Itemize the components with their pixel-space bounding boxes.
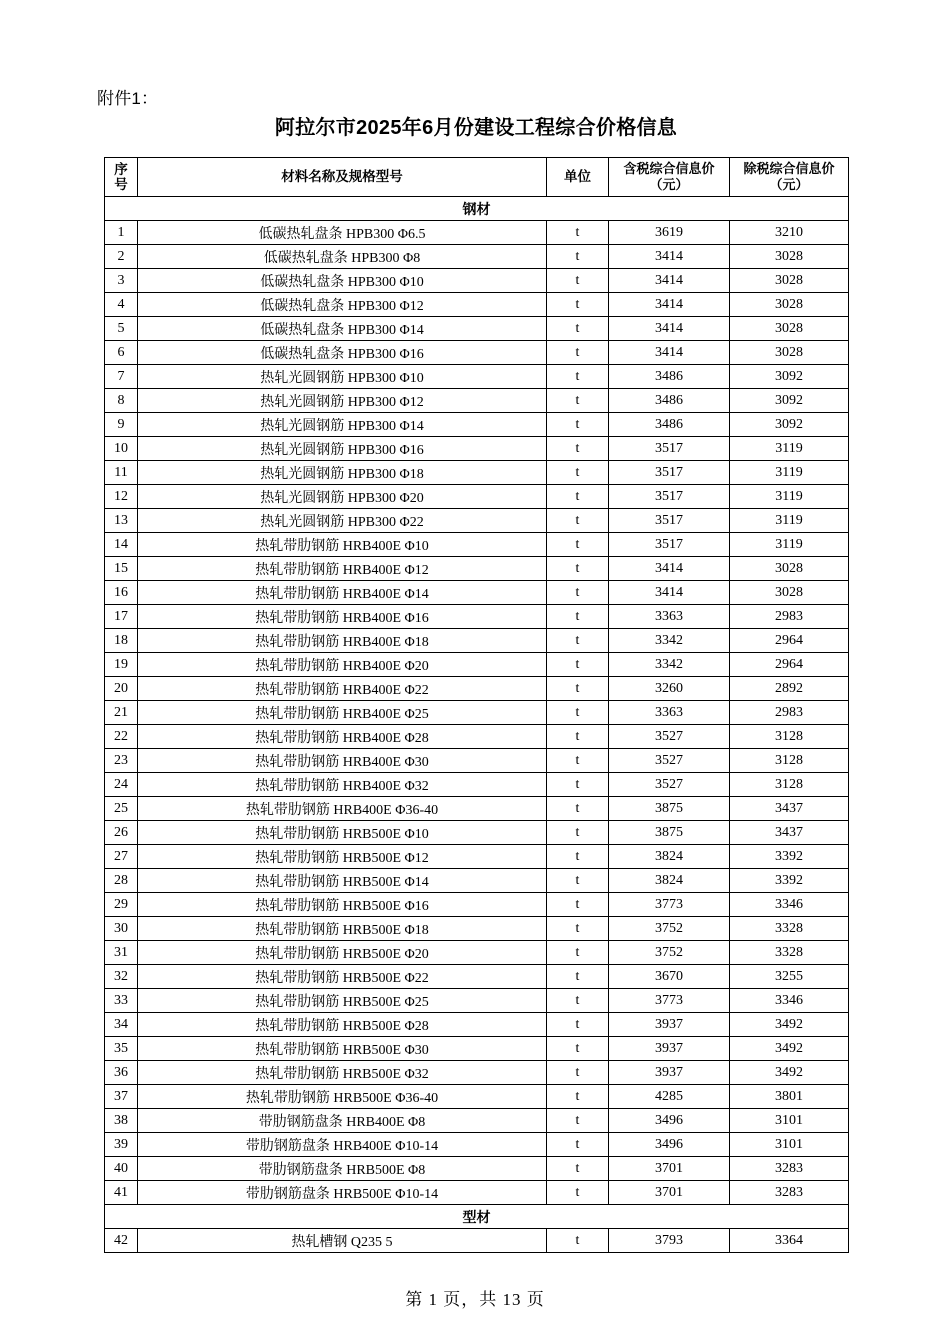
table-row [105, 581, 849, 605]
column-header-index-line2: 号 [114, 177, 128, 192]
table-row [105, 533, 849, 557]
cell-material-name: 热轧带肋钢筋 HRB500E Φ36-40 [138, 1085, 547, 1109]
cell-index: 14 [105, 533, 138, 557]
cell-unit: t [547, 1013, 609, 1037]
cell-price-incl-tax: 3414 [609, 245, 730, 269]
cell-material-name: 热轧带肋钢筋 HRB500E Φ16 [138, 893, 547, 917]
table-row [105, 989, 849, 1013]
table-row [105, 1229, 849, 1253]
cell-price-incl-tax: 3517 [609, 509, 730, 533]
table-row [105, 605, 849, 629]
cell-material-name: 热轧带肋钢筋 HRB500E Φ30 [138, 1037, 547, 1061]
cell-unit: t [547, 437, 609, 461]
cell-price-excl-tax: 3092 [730, 389, 849, 413]
cell-price-incl-tax: 3363 [609, 605, 730, 629]
cell-price-excl-tax: 3028 [730, 581, 849, 605]
cell-material-name: 热轧带肋钢筋 HRB400E Φ14 [138, 581, 547, 605]
table-row [105, 509, 849, 533]
cell-material-name: 热轧光圆钢筋 HPB300 Φ22 [138, 509, 547, 533]
cell-material-name: 热轧带肋钢筋 HRB400E Φ32 [138, 773, 547, 797]
cell-price-incl-tax: 3752 [609, 941, 730, 965]
cell-unit: t [547, 293, 609, 317]
cell-material-name: 热轧光圆钢筋 HPB300 Φ20 [138, 485, 547, 509]
cell-index: 35 [105, 1037, 138, 1061]
cell-price-incl-tax: 3701 [609, 1181, 730, 1205]
table-row [105, 341, 849, 365]
cell-price-excl-tax: 3492 [730, 1037, 849, 1061]
cell-price-excl-tax: 3283 [730, 1181, 849, 1205]
cell-price-incl-tax: 3486 [609, 389, 730, 413]
cell-unit: t [547, 653, 609, 677]
cell-unit: t [547, 821, 609, 845]
cell-index: 8 [105, 389, 138, 413]
table-row [105, 1061, 849, 1085]
table-row [105, 221, 849, 245]
cell-index: 42 [105, 1229, 138, 1253]
cell-unit: t [547, 269, 609, 293]
cell-price-incl-tax: 3414 [609, 269, 730, 293]
cell-unit: t [547, 893, 609, 917]
cell-unit: t [547, 701, 609, 725]
cell-index: 41 [105, 1181, 138, 1205]
cell-price-excl-tax: 3119 [730, 509, 849, 533]
cell-price-incl-tax: 3486 [609, 413, 730, 437]
cell-price-excl-tax: 3801 [730, 1085, 849, 1109]
cell-price-excl-tax: 3392 [730, 869, 849, 893]
table-row [105, 1013, 849, 1037]
cell-index: 21 [105, 701, 138, 725]
cell-price-incl-tax: 3875 [609, 797, 730, 821]
cell-price-incl-tax: 3937 [609, 1037, 730, 1061]
cell-index: 20 [105, 677, 138, 701]
cell-unit: t [547, 509, 609, 533]
cell-index: 3 [105, 269, 138, 293]
cell-price-excl-tax: 3437 [730, 821, 849, 845]
cell-price-excl-tax: 3119 [730, 437, 849, 461]
cell-unit: t [547, 1229, 609, 1253]
table-section-label: 型材 [105, 1205, 849, 1229]
column-header-index-line1: 序 [114, 162, 128, 177]
cell-unit: t [547, 629, 609, 653]
cell-material-name: 热轧带肋钢筋 HRB400E Φ18 [138, 629, 547, 653]
cell-material-name: 热轧光圆钢筋 HPB300 Φ12 [138, 389, 547, 413]
cell-price-incl-tax: 3793 [609, 1229, 730, 1253]
cell-index: 9 [105, 413, 138, 437]
cell-price-incl-tax: 3260 [609, 677, 730, 701]
cell-price-excl-tax: 3492 [730, 1061, 849, 1085]
cell-index: 16 [105, 581, 138, 605]
page-title: 阿拉尔市2025年6月份建设工程综合价格信息 [274, 117, 678, 139]
cell-price-excl-tax: 3119 [730, 461, 849, 485]
cell-material-name: 热轧带肋钢筋 HRB400E Φ20 [138, 653, 547, 677]
cell-unit: t [547, 557, 609, 581]
cell-price-incl-tax: 3486 [609, 365, 730, 389]
table-row [105, 893, 849, 917]
cell-price-incl-tax: 3496 [609, 1109, 730, 1133]
cell-unit: t [547, 317, 609, 341]
cell-index: 30 [105, 917, 138, 941]
cell-index: 23 [105, 749, 138, 773]
cell-unit: t [547, 533, 609, 557]
table-section-row [105, 197, 849, 221]
cell-index: 6 [105, 341, 138, 365]
cell-price-excl-tax: 2983 [730, 701, 849, 725]
cell-price-excl-tax: 3028 [730, 341, 849, 365]
cell-material-name: 热轧带肋钢筋 HRB500E Φ25 [138, 989, 547, 1013]
cell-index: 26 [105, 821, 138, 845]
cell-price-excl-tax: 3028 [730, 557, 849, 581]
cell-index: 37 [105, 1085, 138, 1109]
cell-material-name: 低碳热轧盘条 HPB300 Φ6.5 [138, 221, 547, 245]
cell-index: 11 [105, 461, 138, 485]
cell-index: 38 [105, 1109, 138, 1133]
cell-unit: t [547, 1133, 609, 1157]
cell-unit: t [547, 365, 609, 389]
price-information-table [104, 157, 849, 1253]
cell-price-excl-tax: 3128 [730, 773, 849, 797]
cell-price-excl-tax: 3101 [730, 1109, 849, 1133]
cell-price-incl-tax: 3937 [609, 1061, 730, 1085]
cell-unit: t [547, 1181, 609, 1205]
cell-index: 19 [105, 653, 138, 677]
cell-price-incl-tax: 3342 [609, 629, 730, 653]
cell-price-excl-tax: 3028 [730, 293, 849, 317]
cell-index: 29 [105, 893, 138, 917]
cell-unit: t [547, 245, 609, 269]
cell-price-excl-tax: 2983 [730, 605, 849, 629]
table-row [105, 485, 849, 509]
cell-material-name: 低碳热轧盘条 HPB300 Φ8 [138, 245, 547, 269]
table-header-row [105, 158, 849, 197]
cell-price-incl-tax: 3496 [609, 1133, 730, 1157]
table-row [105, 1157, 849, 1181]
cell-price-incl-tax: 3527 [609, 749, 730, 773]
column-header-unit: 单位 [547, 158, 609, 197]
cell-index: 25 [105, 797, 138, 821]
cell-price-incl-tax: 3752 [609, 917, 730, 941]
cell-material-name: 带肋钢筋盘条 HRB400E Φ8 [138, 1109, 547, 1133]
table-row [105, 749, 849, 773]
cell-unit: t [547, 1085, 609, 1109]
cell-unit: t [547, 773, 609, 797]
cell-price-incl-tax: 3875 [609, 821, 730, 845]
cell-price-incl-tax: 3527 [609, 773, 730, 797]
table-row [105, 461, 849, 485]
cell-unit: t [547, 581, 609, 605]
cell-price-incl-tax: 3517 [609, 485, 730, 509]
cell-index: 13 [105, 509, 138, 533]
cell-material-name: 低碳热轧盘条 HPB300 Φ16 [138, 341, 547, 365]
cell-price-excl-tax: 2892 [730, 677, 849, 701]
cell-index: 31 [105, 941, 138, 965]
table-row [105, 1133, 849, 1157]
table-section-label: 钢材 [105, 197, 849, 221]
cell-index: 36 [105, 1061, 138, 1085]
cell-price-excl-tax: 3346 [730, 893, 849, 917]
column-header-price-incl-tax-line2: （元） [649, 177, 689, 192]
table-header [105, 158, 849, 197]
table-row [105, 1085, 849, 1109]
cell-material-name: 热轧带肋钢筋 HRB500E Φ20 [138, 941, 547, 965]
cell-material-name: 低碳热轧盘条 HPB300 Φ14 [138, 317, 547, 341]
table-row [105, 917, 849, 941]
column-header-price-incl-tax-line1: 含税综合信息价 [623, 161, 715, 176]
column-header-price-incl-tax [609, 158, 730, 197]
cell-index: 2 [105, 245, 138, 269]
cell-unit: t [547, 917, 609, 941]
cell-price-excl-tax: 3092 [730, 413, 849, 437]
cell-price-excl-tax: 3028 [730, 317, 849, 341]
cell-price-incl-tax: 3517 [609, 461, 730, 485]
cell-index: 4 [105, 293, 138, 317]
cell-material-name: 低碳热轧盘条 HPB300 Φ12 [138, 293, 547, 317]
cell-index: 34 [105, 1013, 138, 1037]
column-header-name: 材料名称及规格型号 [138, 158, 547, 197]
cell-price-incl-tax: 3773 [609, 893, 730, 917]
cell-index: 18 [105, 629, 138, 653]
cell-unit: t [547, 869, 609, 893]
cell-material-name: 热轧带肋钢筋 HRB400E Φ30 [138, 749, 547, 773]
cell-index: 28 [105, 869, 138, 893]
cell-material-name: 热轧槽钢 Q235 5 [138, 1229, 547, 1253]
cell-price-incl-tax: 3414 [609, 581, 730, 605]
cell-material-name: 热轧光圆钢筋 HPB300 Φ14 [138, 413, 547, 437]
cell-price-excl-tax: 3437 [730, 797, 849, 821]
cell-unit: t [547, 965, 609, 989]
cell-price-excl-tax: 3028 [730, 245, 849, 269]
table-row [105, 725, 849, 749]
cell-material-name: 带肋钢筋盘条 HRB500E Φ10-14 [138, 1181, 547, 1205]
table-body [105, 197, 849, 1253]
cell-price-excl-tax: 3128 [730, 725, 849, 749]
cell-material-name: 热轧带肋钢筋 HRB400E Φ16 [138, 605, 547, 629]
cell-price-incl-tax: 3619 [609, 221, 730, 245]
cell-material-name: 热轧带肋钢筋 HRB500E Φ28 [138, 1013, 547, 1037]
cell-unit: t [547, 413, 609, 437]
table-row [105, 1181, 849, 1205]
cell-index: 32 [105, 965, 138, 989]
cell-material-name: 带肋钢筋盘条 HRB500E Φ8 [138, 1157, 547, 1181]
cell-material-name: 热轧带肋钢筋 HRB400E Φ36-40 [138, 797, 547, 821]
column-header-index [105, 158, 138, 197]
cell-unit: t [547, 1037, 609, 1061]
cell-price-excl-tax: 2964 [730, 629, 849, 653]
cell-material-name: 热轧带肋钢筋 HRB500E Φ18 [138, 917, 547, 941]
table-row [105, 965, 849, 989]
cell-material-name: 热轧带肋钢筋 HRB400E Φ22 [138, 677, 547, 701]
cell-index: 24 [105, 773, 138, 797]
cell-price-excl-tax: 3392 [730, 845, 849, 869]
cell-unit: t [547, 845, 609, 869]
table-row [105, 293, 849, 317]
table-row [105, 1109, 849, 1133]
page-footer: 第 1 页，共 13 页 [405, 1290, 545, 1309]
cell-price-incl-tax: 3342 [609, 653, 730, 677]
table-row [105, 941, 849, 965]
cell-price-incl-tax: 3414 [609, 317, 730, 341]
table-row [105, 437, 849, 461]
attachment-label: 附件1： [97, 89, 159, 108]
cell-unit: t [547, 1109, 609, 1133]
cell-index: 40 [105, 1157, 138, 1181]
cell-material-name: 热轧带肋钢筋 HRB400E Φ25 [138, 701, 547, 725]
cell-index: 7 [105, 365, 138, 389]
cell-price-excl-tax: 3092 [730, 365, 849, 389]
table-row [105, 629, 849, 653]
cell-price-excl-tax: 3328 [730, 917, 849, 941]
cell-index: 1 [105, 221, 138, 245]
cell-index: 39 [105, 1133, 138, 1157]
cell-unit: t [547, 389, 609, 413]
cell-unit: t [547, 677, 609, 701]
cell-index: 12 [105, 485, 138, 509]
cell-price-incl-tax: 3414 [609, 341, 730, 365]
table-row [105, 389, 849, 413]
cell-price-excl-tax: 3028 [730, 269, 849, 293]
cell-unit: t [547, 221, 609, 245]
table-row [105, 653, 849, 677]
cell-material-name: 热轧带肋钢筋 HRB400E Φ28 [138, 725, 547, 749]
table-row [105, 365, 849, 389]
table-row [105, 245, 849, 269]
table-section-row [105, 1205, 849, 1229]
table-row [105, 773, 849, 797]
table-row [105, 1037, 849, 1061]
table-row [105, 317, 849, 341]
table-row [105, 845, 849, 869]
table-row [105, 821, 849, 845]
cell-material-name: 低碳热轧盘条 HPB300 Φ10 [138, 269, 547, 293]
cell-unit: t [547, 485, 609, 509]
cell-price-excl-tax: 3492 [730, 1013, 849, 1037]
cell-price-excl-tax: 3346 [730, 989, 849, 1013]
cell-price-incl-tax: 3701 [609, 1157, 730, 1181]
cell-material-name: 热轧带肋钢筋 HRB400E Φ10 [138, 533, 547, 557]
table-row [105, 557, 849, 581]
cell-index: 10 [105, 437, 138, 461]
cell-material-name: 热轧带肋钢筋 HRB500E Φ22 [138, 965, 547, 989]
cell-price-incl-tax: 3517 [609, 437, 730, 461]
table-row [105, 413, 849, 437]
cell-unit: t [547, 749, 609, 773]
cell-material-name: 热轧带肋钢筋 HRB500E Φ14 [138, 869, 547, 893]
cell-unit: t [547, 989, 609, 1013]
cell-price-excl-tax: 3119 [730, 533, 849, 557]
table-row [105, 797, 849, 821]
cell-index: 33 [105, 989, 138, 1013]
cell-unit: t [547, 1157, 609, 1181]
cell-price-excl-tax: 3255 [730, 965, 849, 989]
cell-price-excl-tax: 3119 [730, 485, 849, 509]
table-row [105, 269, 849, 293]
cell-material-name: 热轧光圆钢筋 HPB300 Φ10 [138, 365, 547, 389]
cell-price-excl-tax: 2964 [730, 653, 849, 677]
cell-index: 17 [105, 605, 138, 629]
cell-price-incl-tax: 3517 [609, 533, 730, 557]
cell-price-incl-tax: 3527 [609, 725, 730, 749]
cell-price-excl-tax: 3283 [730, 1157, 849, 1181]
cell-material-name: 热轧带肋钢筋 HRB500E Φ12 [138, 845, 547, 869]
cell-price-incl-tax: 3773 [609, 989, 730, 1013]
cell-price-incl-tax: 3414 [609, 557, 730, 581]
cell-material-name: 热轧带肋钢筋 HRB500E Φ10 [138, 821, 547, 845]
cell-price-incl-tax: 3824 [609, 845, 730, 869]
cell-price-incl-tax: 3937 [609, 1013, 730, 1037]
cell-material-name: 热轧光圆钢筋 HPB300 Φ16 [138, 437, 547, 461]
cell-material-name: 带肋钢筋盘条 HRB400E Φ10-14 [138, 1133, 547, 1157]
column-header-price-excl-tax-line2: （元） [769, 177, 809, 192]
cell-price-incl-tax: 4285 [609, 1085, 730, 1109]
cell-index: 5 [105, 317, 138, 341]
cell-material-name: 热轧光圆钢筋 HPB300 Φ18 [138, 461, 547, 485]
table-row [105, 677, 849, 701]
cell-price-excl-tax: 3128 [730, 749, 849, 773]
cell-unit: t [547, 605, 609, 629]
cell-unit: t [547, 725, 609, 749]
column-header-price-excl-tax [730, 158, 849, 197]
cell-unit: t [547, 461, 609, 485]
cell-unit: t [547, 341, 609, 365]
cell-price-excl-tax: 3364 [730, 1229, 849, 1253]
cell-material-name: 热轧带肋钢筋 HRB500E Φ32 [138, 1061, 547, 1085]
cell-price-excl-tax: 3328 [730, 941, 849, 965]
table-row [105, 701, 849, 725]
cell-index: 27 [105, 845, 138, 869]
cell-unit: t [547, 941, 609, 965]
cell-index: 15 [105, 557, 138, 581]
cell-price-incl-tax: 3670 [609, 965, 730, 989]
cell-price-incl-tax: 3414 [609, 293, 730, 317]
cell-price-incl-tax: 3363 [609, 701, 730, 725]
cell-unit: t [547, 1061, 609, 1085]
cell-price-incl-tax: 3824 [609, 869, 730, 893]
column-header-price-excl-tax-line1: 除税综合信息价 [743, 161, 835, 176]
cell-unit: t [547, 797, 609, 821]
cell-price-excl-tax: 3101 [730, 1133, 849, 1157]
table-row [105, 869, 849, 893]
cell-material-name: 热轧带肋钢筋 HRB400E Φ12 [138, 557, 547, 581]
cell-index: 22 [105, 725, 138, 749]
cell-price-excl-tax: 3210 [730, 221, 849, 245]
